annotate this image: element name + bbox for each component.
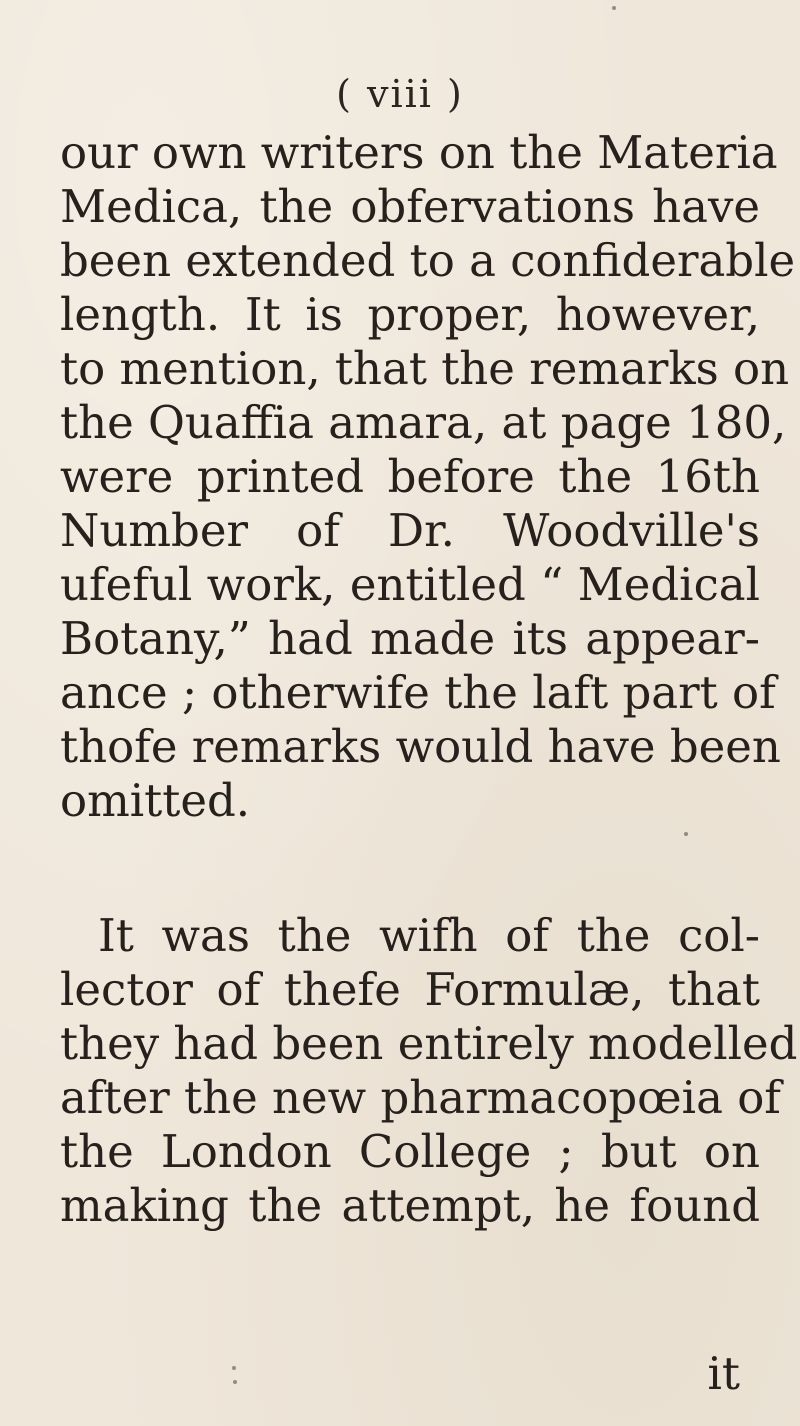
text-line: Botany,” had made its appear- [60,612,760,665]
paragraph-2 [60,909,798,1233]
text-line: making the attempt, he found [60,1179,760,1232]
text-line: ance ; otherwife the laft part of [60,666,776,719]
text-line: Number of Dr. Woodville's [60,504,760,557]
text-line: omitted. [60,774,251,827]
text-line: the Quaffia amara, at page 180, [60,396,787,449]
text-line: our own writers on the Materia [60,126,778,179]
text-line: to mention, that the remarks on [60,342,790,395]
paper-speck [233,1380,237,1384]
text-line: thofe remarks would have been [60,720,781,773]
text-line: It was the wifh of the col- [98,909,760,962]
page-header: ( viii ) [336,72,464,116]
text-line: they had been entirely modelled [60,1017,798,1070]
text-line: after the new pharmacopœia of [60,1071,781,1124]
text-line: been extended to a confiderable [60,234,796,287]
text-line: length. It is proper, however, [60,288,760,341]
text-line: lector of thefe Formulæ, that [60,963,760,1016]
paper-speck [232,1366,236,1370]
catchword: it [707,1347,740,1400]
text-line: ufeful work, entitled “ Medical [60,558,760,611]
paper-speck [612,6,616,10]
paper-speck [684,832,688,836]
text-line: the London College ; but on [60,1125,760,1178]
text-line: were printed before the 16th [60,450,760,503]
text-line: Medica, the obfervations have [60,180,760,233]
paragraph-1 [60,126,796,828]
